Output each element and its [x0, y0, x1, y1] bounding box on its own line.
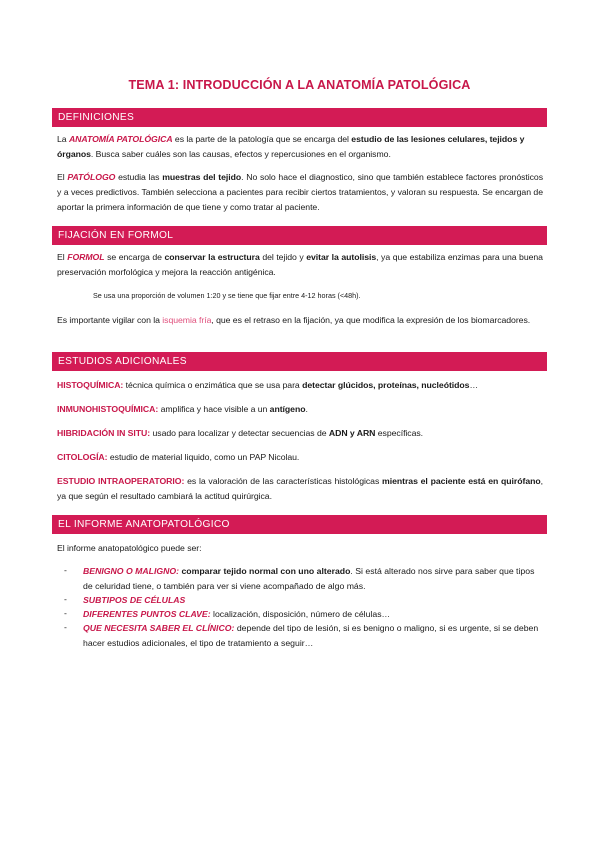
highlight-term: ANATOMÍA PATOLÓGICA [68, 134, 173, 144]
paragraph-patologo [57, 170, 543, 215]
list-item-subtipos [83, 593, 544, 608]
bold-text: comparar tejido normal con uno alterado [179, 566, 351, 576]
page-title: TEMA 1: INTRODUCCIÓN A LA ANATOMÍA PATOLÓGICA [128, 78, 471, 92]
text: es la valoración de las características histológicas [184, 476, 383, 486]
section-heading-informe: EL INFORME ANATOPATOLÓGICO [52, 515, 547, 534]
text: usado para localizar y detectar secuencias de [150, 428, 329, 438]
highlight-term: PATÓLOGO [67, 172, 116, 182]
note-proporcion: Se usa una proporción de volumen 1:20 y se tiene que fijar entre 4-12 horas (<48h). [93, 291, 361, 300]
text: estudio de material liquido, como un PAP Nicolau. [107, 452, 300, 462]
text: , que es el retraso en la fijación, ya que modifica la expresión de los biomarcadores. [211, 315, 531, 325]
text: El [57, 172, 68, 182]
informe-intro: El informe anatopatológico puede ser: [57, 543, 202, 553]
term: HIBRIDACIÓN IN SITU: [57, 428, 151, 438]
paragraph-formol [57, 250, 543, 280]
section-heading-definiciones: DEFINICIONES [52, 108, 547, 127]
paragraph-anatomia-patologica [57, 132, 543, 162]
highlight-term: isquemia fría [162, 315, 212, 325]
text: se encarga de [104, 252, 165, 262]
text: localización, disposición, número de células… [210, 609, 391, 619]
text: , ya que estabiliza enzimas para una buena preservación morfológica y mejora la reacción antigénica. [57, 252, 543, 277]
bold-text: estudio de las lesiones celulares, tejidos y órganos [57, 134, 525, 159]
text: específicas. [375, 428, 424, 438]
text: estudia las [115, 172, 163, 182]
list-lead: BENIGNO O MALIGNO: [83, 566, 180, 576]
text: del tejido y [259, 252, 307, 262]
list-bullet: - [64, 608, 67, 618]
text: … [469, 380, 479, 390]
list-item-puntos-clave [83, 607, 544, 622]
estudio-intraoperatorio [57, 474, 543, 504]
term: ESTUDIO INTRAOPERATORIO: [57, 476, 185, 486]
list-bullet: - [64, 565, 67, 575]
text: . [305, 404, 308, 414]
list-lead: QUE NECESITA SABER EL CLÍNICO: [83, 623, 235, 633]
text: Es importante vigilar con la [57, 315, 163, 325]
section-heading-estudios: ESTUDIOS ADICIONALES [52, 352, 547, 371]
text: amplifica y hace visible a un [158, 404, 270, 414]
list-bullet: - [64, 594, 67, 604]
estudio-hibridacion [57, 426, 543, 441]
bold-text: mientras el paciente está en quirófano [382, 476, 541, 486]
text: El [57, 252, 68, 262]
list-item-clinico [83, 621, 544, 650]
bold-text: muestras del tejido [162, 172, 242, 182]
bold-text: antígeno [269, 404, 306, 414]
estudio-histoquimica [57, 378, 543, 393]
highlight-term: FORMOL [67, 252, 105, 262]
list-lead: SUBTIPOS DE CÉLULAS [83, 595, 186, 605]
estudio-citologia [57, 450, 543, 465]
text: . No solo hace el diagnostico, sino que también establece factores pronósticos y a veces predictivos. También selecciona a pacientes para recibir ciertos tratamientos, y valoran su respuesta. Se encargan de aportar la primera información de que tiene y como tratar al paciente. [57, 172, 544, 212]
section-heading-fijacion: FIJACIÓN EN FORMOL [52, 226, 547, 245]
bold-text: conservar la estructura [164, 252, 260, 262]
term: INMUNOHISTOQUÍMICA: [57, 404, 159, 414]
paragraph-isquemia [57, 313, 543, 328]
text: La [57, 134, 69, 144]
text: depende del tipo de lesión, si es benigno o maligno, si es urgente, si se deben hacer estudios adicionales, el tipo de tratamiento a seguir… [83, 623, 539, 648]
list-item-benigno [83, 564, 544, 593]
bold-text: ADN y ARN [328, 428, 376, 438]
list-bullet: - [64, 622, 67, 632]
bold-text: evitar la autolisis [306, 252, 377, 262]
estudio-inmunohistoquimica [57, 402, 543, 417]
bold-text: detectar glúcidos, proteínas, nucleótidos [302, 380, 470, 390]
list-lead: DIFERENTES PUNTOS CLAVE: [83, 609, 211, 619]
text: . Busca saber cuáles son las causas, efectos y repercusiones en el organismo. [90, 149, 391, 159]
text: , ya que según el resultado cambiará la actitud quirúrgica. [57, 476, 543, 501]
term: CITOLOGÍA: [57, 452, 108, 462]
term: HISTOQUÍMICA: [57, 380, 124, 390]
text: técnica química o enzimática que se usa para [123, 380, 303, 390]
text: es la parte de la patología que se encarga del [172, 134, 352, 144]
text: . Si está alterado nos sirve para saber que tipos de celuridad tiene, o también para ver si viene acompañado de algo más. [83, 566, 535, 591]
